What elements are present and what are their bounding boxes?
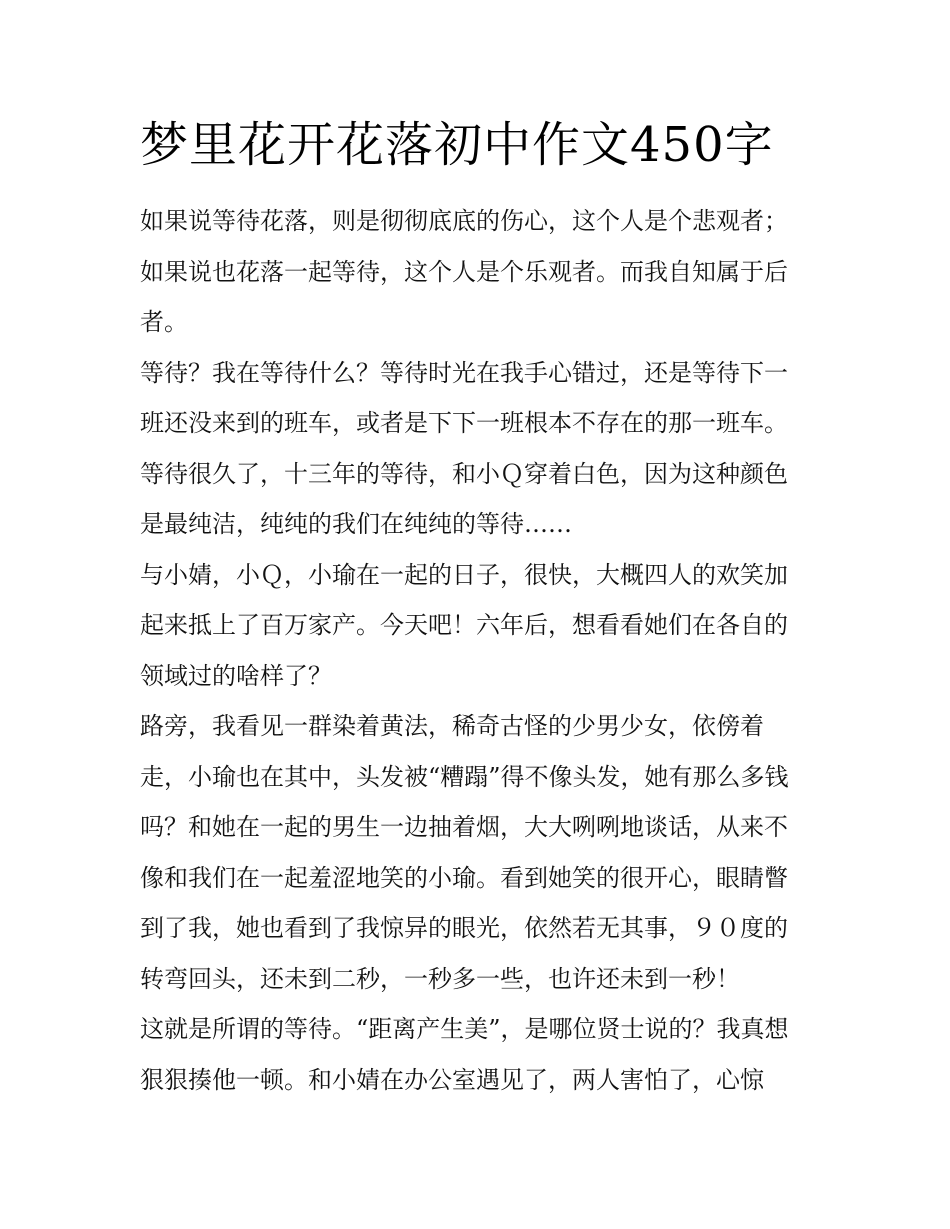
text-line: 这就是所谓的等待。“距离产生美”，是哪位贤士说的？我真想 xyxy=(140,1015,789,1043)
text-line: 等待很久了，十三年的等待，和小Ｑ穿着白色，因为这种颜色 xyxy=(140,459,788,488)
document-body xyxy=(140,196,816,1105)
text-line: 起来抵上了百万家产。今天吧！六年后，想看看她们在各自的 xyxy=(140,611,788,639)
text-line: 如果说也花落一起等待，这个人是个乐观者。而我自知属于后 xyxy=(140,257,788,286)
document-title: 梦里花开花落初中作文450字 xyxy=(140,117,774,173)
text-line: 班还没来到的班车，或者是下下一班根本不存在的那一班车。 xyxy=(140,409,788,437)
text-line: 与小婧，小Ｑ，小瑜在一起的日子，很快，大概四人的欢笑加 xyxy=(140,560,788,589)
text-line: 路旁，我看见一群染着黄法，稀奇古怪的少男少女，依傍着 xyxy=(140,712,764,740)
text-line: 领域过的啥样了？ xyxy=(140,661,332,690)
text-line: 者。 xyxy=(140,308,188,336)
text-line: 到了我，她也看到了我惊异的眼光，依然若无其事，９０度的 xyxy=(140,914,788,942)
text-line: 是最纯洁，纯纯的我们在纯纯的等待…… xyxy=(140,510,572,538)
text-line: 如果说等待花落，则是彻彻底底的伤心，这个人是个悲观者； xyxy=(140,207,788,235)
text-line: 狠狠揍他一顿。和小婧在办公室遇见了，两人害怕了，心惊 xyxy=(140,1065,764,1094)
text-line: 吗？和她在一起的男生一边抽着烟，大大咧咧地谈话，从来不 xyxy=(140,813,788,841)
text-line: 像和我们在一起羞涩地笑的小瑜。看到她笑的很开心，眼睛瞥 xyxy=(140,863,788,892)
text-line: 转弯回头，还未到二秒，一秒多一些，也许还未到一秒！ xyxy=(140,964,740,993)
text-line: 走，小瑜也在其中，头发被“糟蹋”得不像头发，她有那么多钱 xyxy=(140,762,789,791)
text-line: 等待？我在等待什么？等待时光在我手心错过，还是等待下一 xyxy=(140,358,788,387)
